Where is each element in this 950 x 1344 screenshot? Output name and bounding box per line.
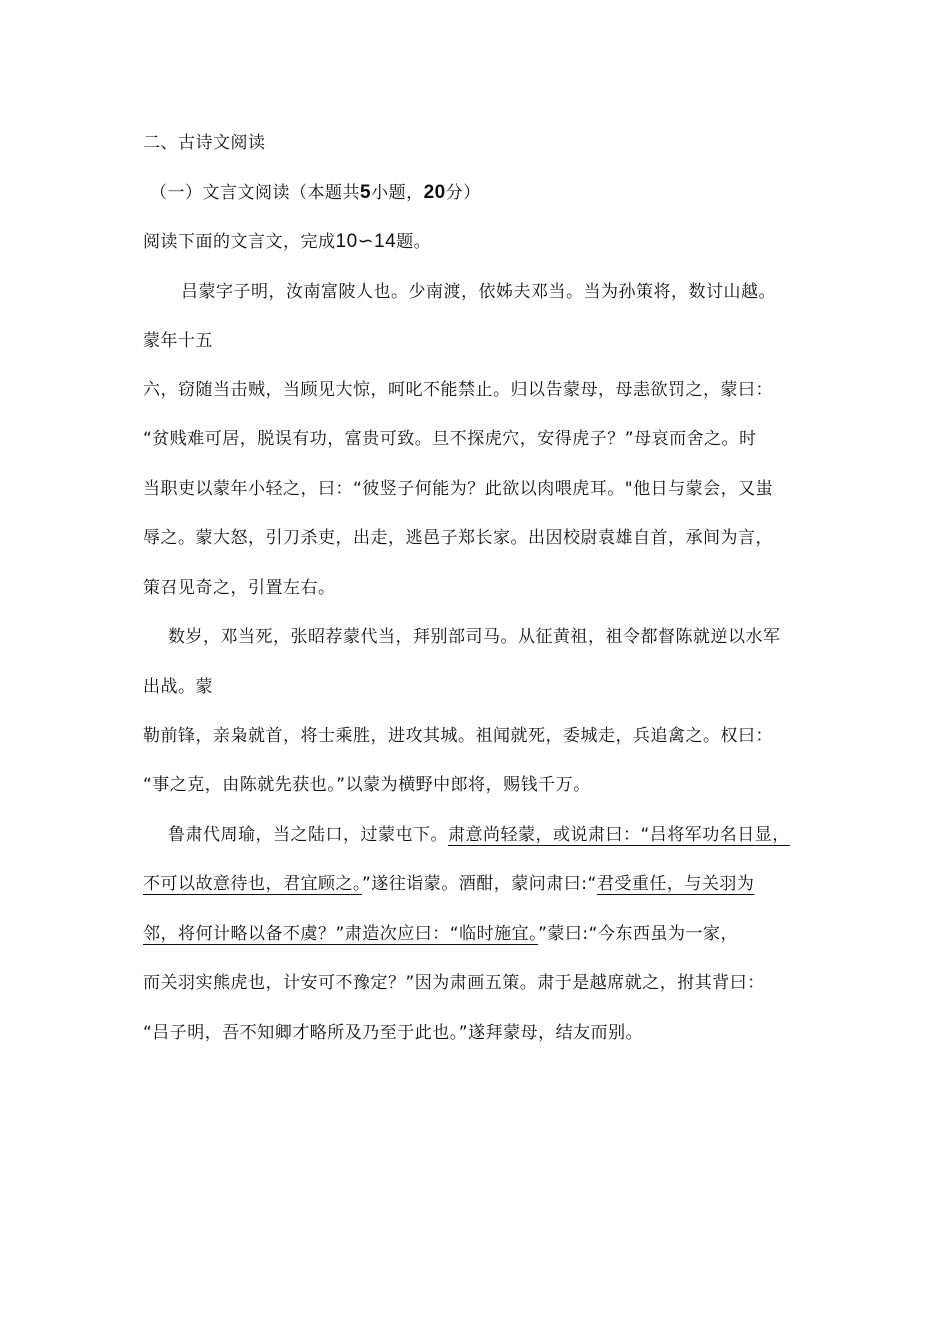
subsection-heading [150,181,830,205]
underlined-sentence: 肃意尚轻蒙，或说肃曰：“吕将军功名日显， [448,825,790,845]
underlined-sentence: 邻，将何计略以备不虞？”肃造次应曰：“临时施宜。 [143,924,539,944]
question-range: 10∽14 [335,231,397,252]
passage-text: ”遂往诣蒙。酒酣，蒙问肃曰:“ [362,874,597,894]
instruction [143,230,830,254]
section-title: 二、古诗文阅读 [143,133,266,153]
instruction-suffix: 题。 [396,232,432,252]
question-count: 5 [360,182,372,203]
passage-text: 鲁肃代周瑜，当之陆口，过蒙屯下。 [168,825,448,845]
passage-line: “事之克，由陈就先获也。”以蒙为横野中郎将，赐钱千万。 [143,775,591,795]
passage-line: 而关羽实熊虎也，计安可不豫定？”因为肃画五策。肃于是越席就之，拊其背曰： [143,973,765,993]
passage-line: “贫贱难可居，脱误有功，富贵可致。旦不探虎穴，安得虎子？”母哀而舍之。时 [143,429,757,449]
passage-text: ”蒙曰:“今东西虽为一家， [538,924,738,944]
passage-line: 辱之。蒙大怒，引刀杀吏，出走，逃邑子郑长家。出因校尉袁雄自首，承间为言， [143,528,773,548]
passage-line: 蒙年十五 [143,331,213,351]
passage-line: 勒前锋，亲枭就首，将士乘胜，进攻其城。祖闻就死，委城走，兵追禽之。权曰： [143,726,773,746]
instruction-prefix: 阅读下面的文言文，完成 [143,232,336,252]
score-total: 20 [423,182,446,203]
passage-line [143,872,830,896]
subsection-prefix: （一）文言文阅读（本题共 [150,183,360,203]
passage-line: 出战。蒙 [143,677,213,697]
subsection-suffix: 分） [445,183,481,203]
passage-line: 六，窃随当击贼，当顾见大惊，呵叱不能禁止。归以告蒙母，母恚欲罚之，蒙曰： [143,380,773,400]
subsection-middle: 小题， [371,183,424,203]
passage-line [168,823,830,847]
underlined-sentence: 君受重任，与关羽为 [596,874,755,894]
passage-line: 吕蒙字子明，汝南富陂人也。少南渡，依姊夫邓当。当为孙策将，数讨山越。 [181,282,776,302]
passage-line: “吕子明，吾不知卿才略所及乃至于此也。”遂拜蒙母，结友而别。 [143,1023,644,1043]
passage-line: 当职吏以蒙年小轻之，曰：“彼竖子何能为？此欲以肉喂虎耳。"他日与蒙会，又蚩 [143,479,774,499]
underlined-sentence: 不可以故意待也，君宜顾之。 [143,874,362,894]
passage-line: 数岁，邓当死，张昭荐蒙代当，拜别部司马。从征黄祖，祖令都督陈就逆以水军 [168,627,781,647]
passage-line [143,922,830,946]
passage-line: 策召见奇之，引置左右。 [143,578,336,598]
